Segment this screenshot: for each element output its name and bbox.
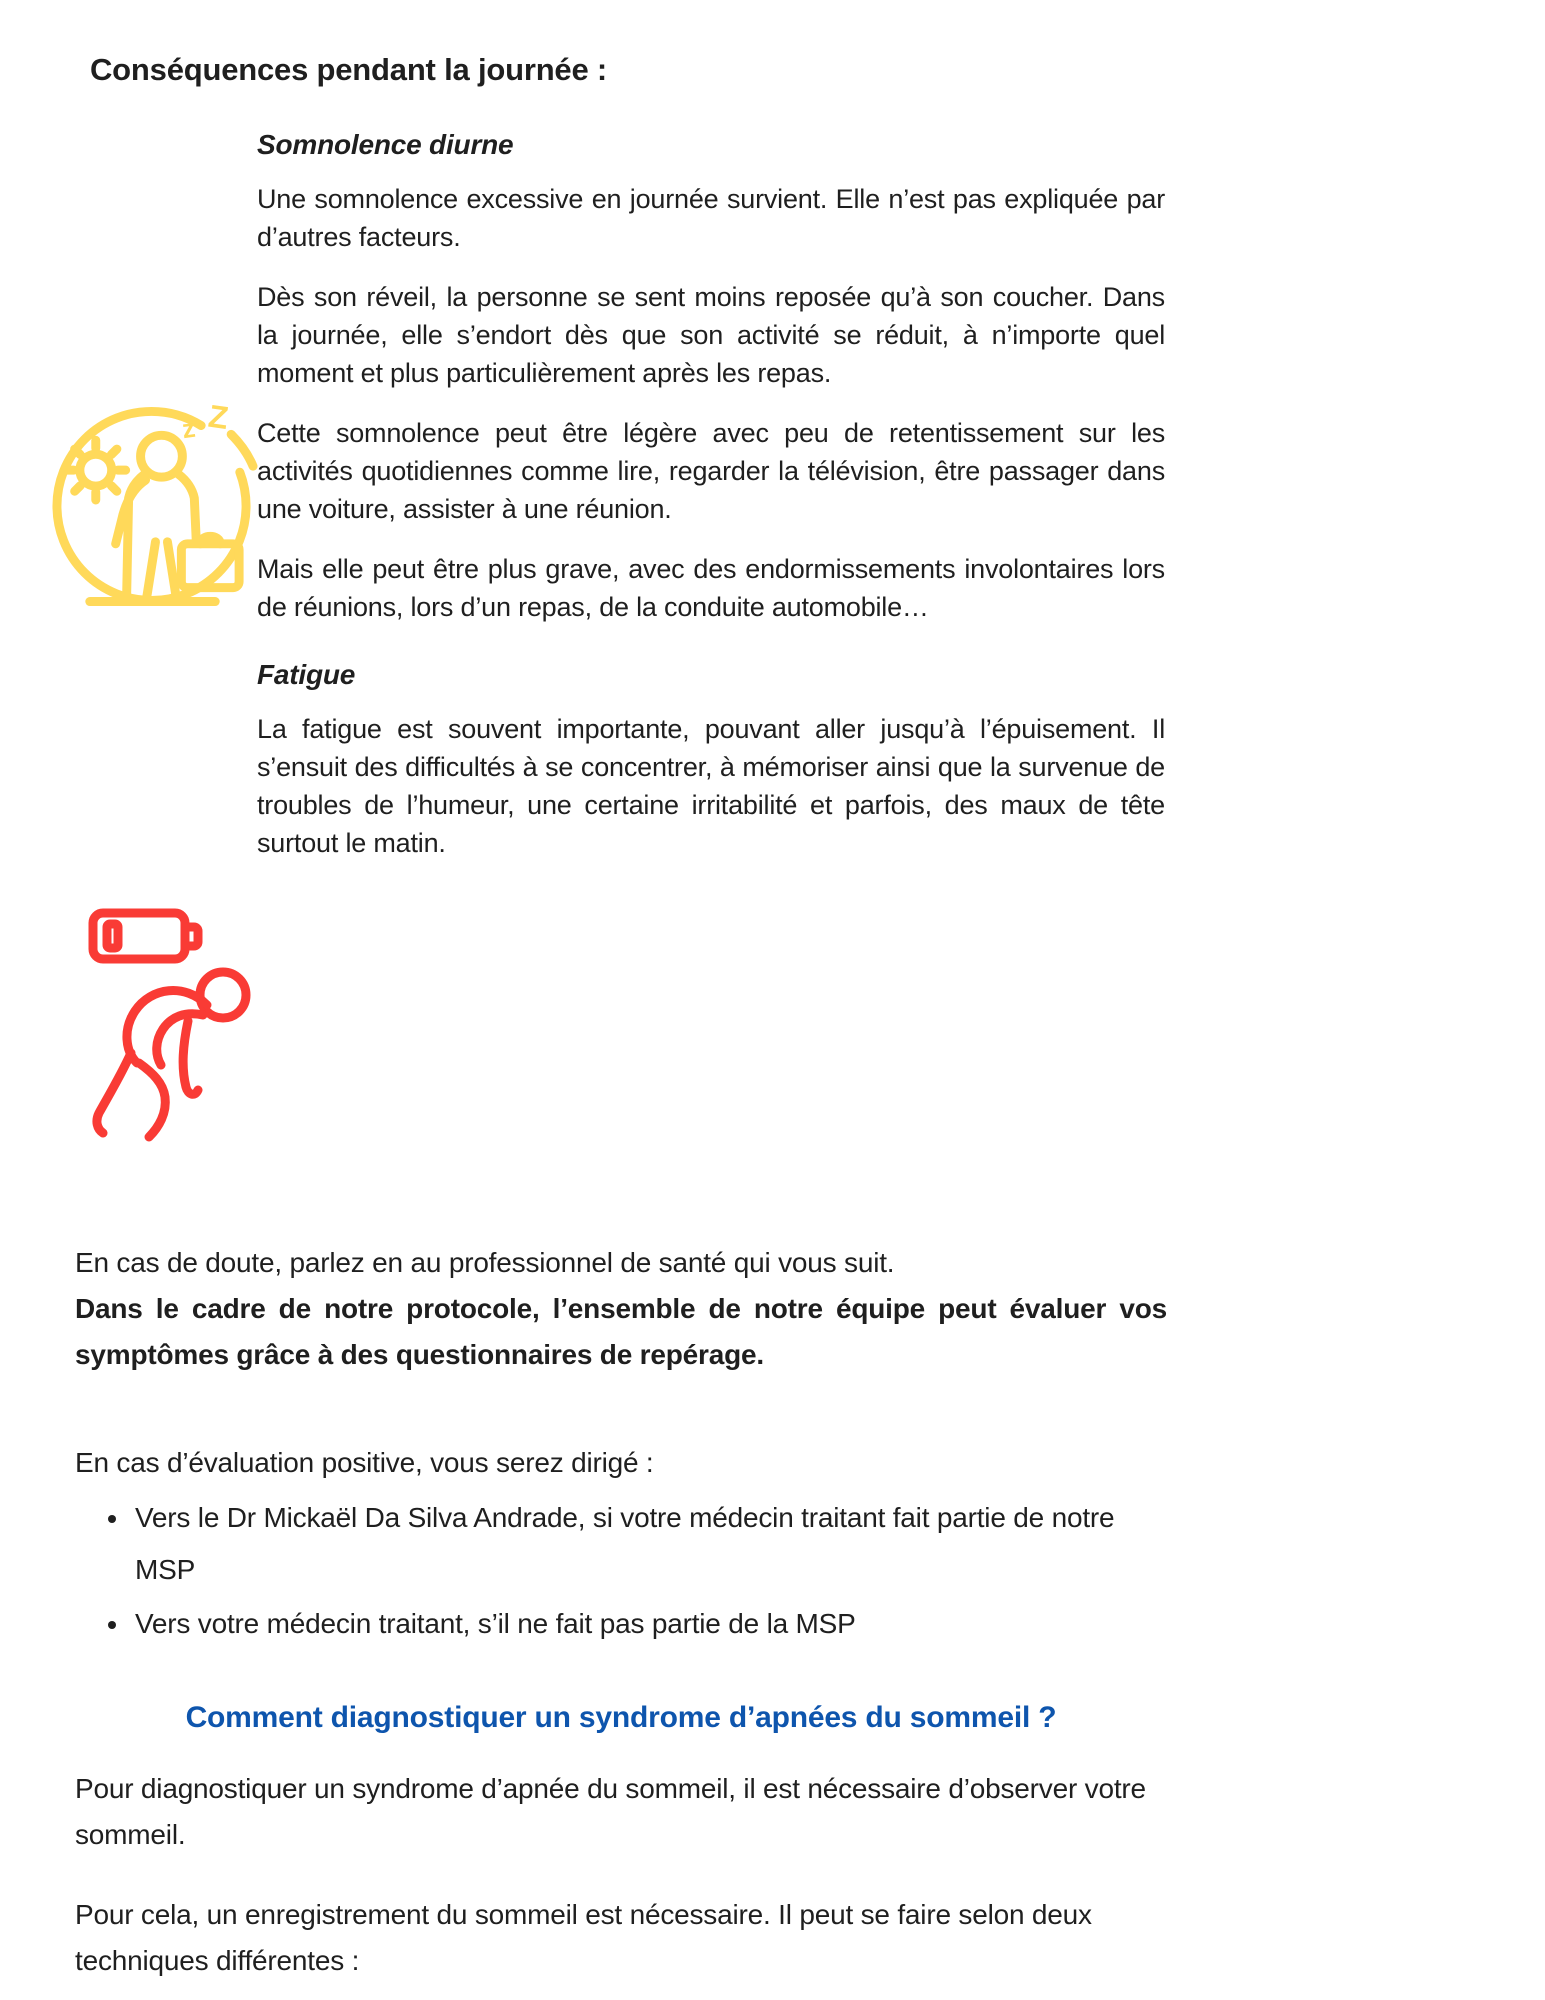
lower-section <box>75 1240 1167 1984</box>
list-item: • Vers le Dr Mickaël Da Silva Andrade, si votre médecin traitant fait partie de notre MSP <box>131 1492 1167 1596</box>
diagnosis-paragraph: Pour cela, un enregistrement du sommeil est nécessaire. Il peut se faire selon deux techniques différentes : <box>75 1899 1092 1976</box>
fatigue-paragraph: La fatigue est souvent importante, pouvant aller jusqu’à l’épuisement. Il s’ensuit des difficultés à se concentrer, à mémoriser ainsi que la survenue de troubles de l’humeur, une certaine irritabilité et parfois, des maux de tête surtout le matin. <box>257 714 1165 858</box>
advice-bold-line: Dans le cadre de notre protocole, l’ensemble de notre équipe peut évaluer vos symptômes grâce à des questionnaires de repérage. <box>75 1293 1167 1370</box>
referral-list <box>75 1492 1167 1650</box>
diagnosis-paragraph: Pour diagnostiquer un syndrome d’apnée du sommeil, il est nécessaire d’observer votre sommeil. <box>75 1773 1146 1850</box>
content-column <box>257 128 1165 862</box>
svg-text:Z: Z <box>206 397 231 436</box>
somnolence-heading: Somnolence diurne <box>257 129 514 160</box>
low-battery-exhausted-person-icon <box>85 903 260 1148</box>
somnolence-paragraph: Cette somnolence peut être légère avec peu de retentissement sur les activités quotidiennes comme lire, regarder la télévision, être passager dans une voiture, assister à une réunion. <box>257 418 1165 524</box>
fatigue-heading: Fatigue <box>257 659 356 690</box>
svg-text:z: z <box>180 414 198 445</box>
referral-intro: En cas d’évaluation positive, vous serez dirigé : <box>75 1447 654 1478</box>
somnolence-paragraph: Dès son réveil, la personne se sent moins reposée qu’à son coucher. Dans la journée, elle s’endort dès que son activité se réduit, à n’importe quel moment et plus particulièrement après les repas. <box>257 282 1165 388</box>
page-title: Conséquences pendant la journée : <box>90 52 608 87</box>
diagnosis-heading: Comment diagnostiquer un syndrome d’apnées du sommeil ? <box>185 1701 1057 1734</box>
list-item: • Vers votre médecin traitant, s’il ne fait pas partie de la MSP <box>131 1598 1167 1650</box>
sleepy-person-daytime-icon <box>46 392 260 610</box>
somnolence-paragraph: Une somnolence excessive en journée survient. Elle n’est pas expliquée par d’autres facteurs. <box>257 184 1165 252</box>
advice-line: En cas de doute, parlez en au professionnel de santé qui vous suit. <box>75 1247 895 1278</box>
somnolence-paragraph: Mais elle peut être plus grave, avec des endormissements involontaires lors de réunions, lors d’un repas, de la conduite automobile… <box>257 554 1165 622</box>
